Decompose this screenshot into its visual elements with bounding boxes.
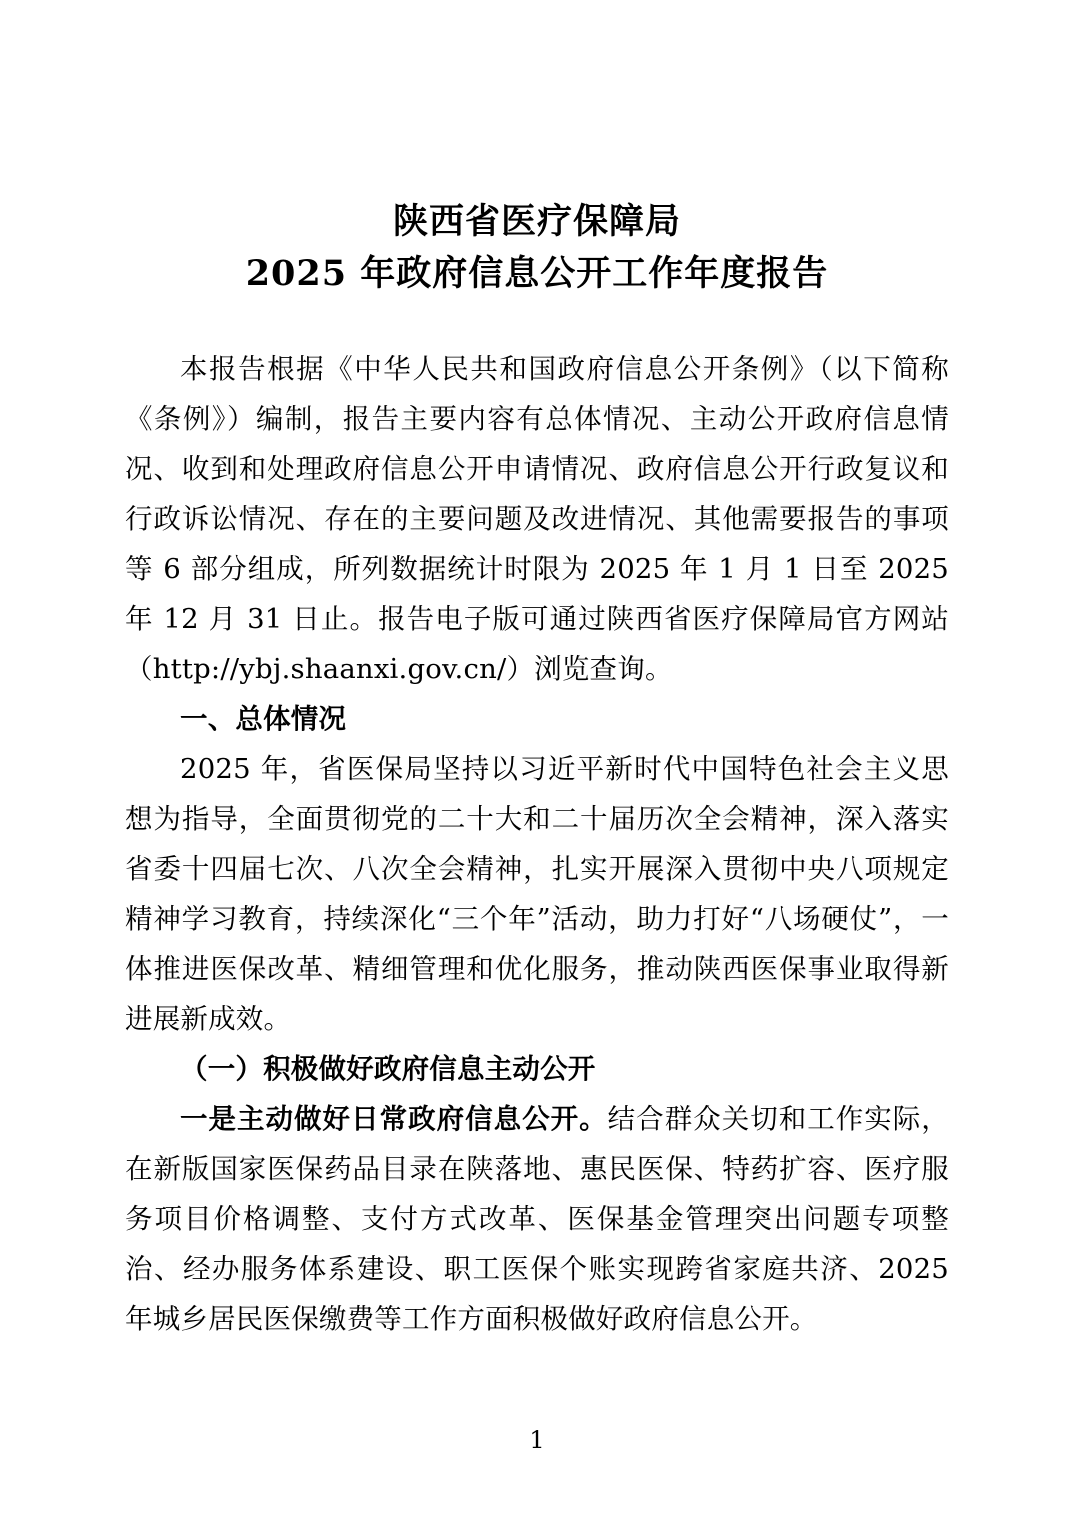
page-number: 1 [529,1426,545,1454]
paragraph-subsection-1-body [125,1094,949,1344]
paragraph-lead-bold: 一是主动做好日常政府信息公开。 [180,1103,608,1135]
paragraph-body-rest: 结合群众关切和工作实际，在新版国家医保药品目录在陕落地、惠民医保、特药扩容、医疗服务项目价格调整、支付方式改革、医保基金管理突出问题专项整治、经办服务体系建设、职工医保个账实现跨省家庭共济、2025 年城乡居民医保缴费等工作方面积极做好政府信息公开。 [125,1103,949,1335]
document-body [125,344,949,1344]
document-title [125,0,949,300]
subsection-heading-1: （一）积极做好政府信息主动公开 [180,1053,596,1085]
title-line-2: 2025 年政府信息公开工作年度报告 [245,253,829,294]
title-line-1: 陕西省医疗保障局 [392,201,681,242]
section-heading-1: 一、总体情况 [180,703,347,735]
paragraph-intro: 本报告根据《中华人民共和国政府信息公开条例》（以下简称《条例》）编制，报告主要内容有总体情况、主动公开政府信息情况、收到和处理政府信息公开申请情况、政府信息公开行政复议和行政诉讼情况、存在的主要问题及改进情况、其他需要报告的事项等 6 部分组成，所列数据统计时限为 2025 年 1 月 1 日至 2025 年 12 月 31 日止。报告电子版可通过陕西省医疗保障局官方网站（http://ybj.shaanxi.gov.cn/）浏览查询。 [125,353,949,685]
paragraph-section-1-body: 2025 年，省医保局坚持以习近平新时代中国特色社会主义思想为指导，全面贯彻党的二十大和二十届历次全会精神，深入落实省委十四届七次、八次全会精神，扎实开展深入贯彻中央八项规定精神学习教育，持续深化“三个年”活动，助力打好“八场硬仗”，一体推进医保改革、精细管理和优化服务，推动陕西医保事业取得新进展新成效。 [125,753,949,1035]
